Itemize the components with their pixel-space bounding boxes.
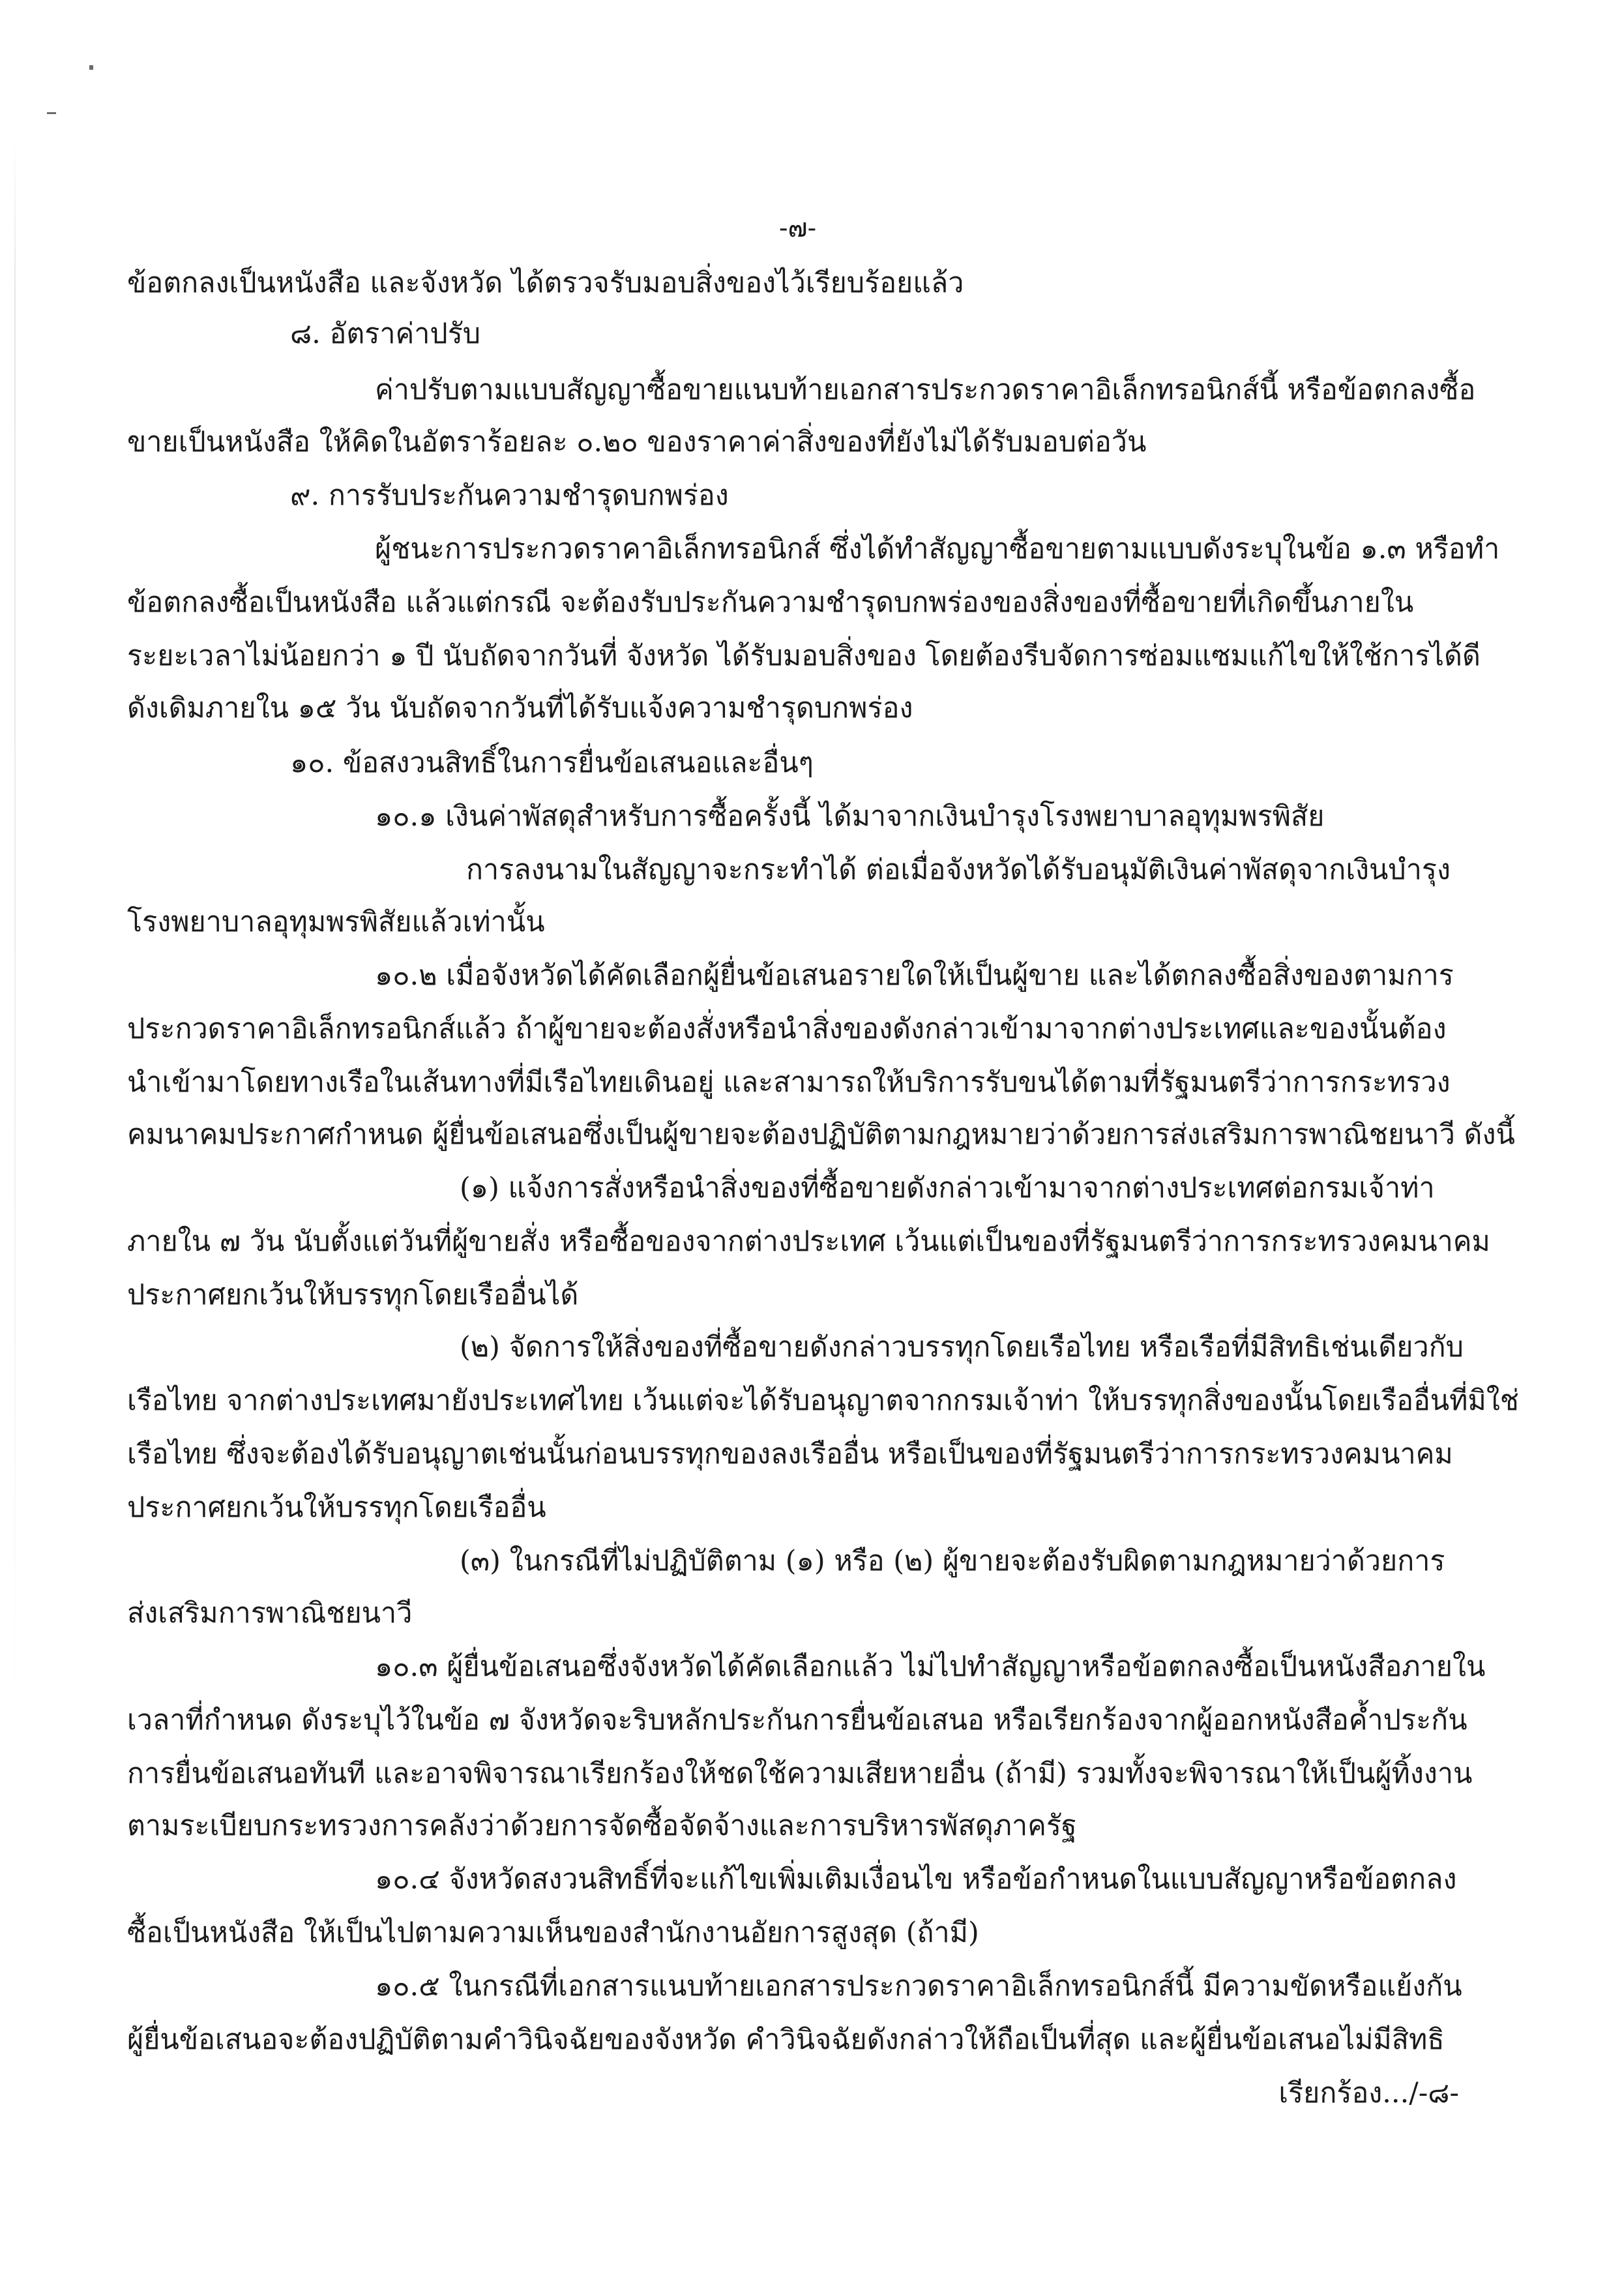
section-heading-8: ๘. อัตราค่าปรับ (290, 318, 481, 350)
clause-10-3: ๑๐.๓ ผู้ยื่นข้อเสนอซึ่งจังหวัดได้คัดเลือกแล้ว ไม่ไปทำสัญญาหรือข้อตกลงซื้อเป็นหนังสือภายใน (375, 1650, 1486, 1683)
text-line: ผู้ชนะการประกวดราคาอิเล็กทรอนิกส์ ซึ่งได้ทำสัญญาซื้อขายตามแบบดังระบุในข้อ ๑.๓ หรือทำ (375, 533, 1500, 565)
section-heading-10: ๑๐. ข้อสงวนสิทธิ์ในการยื่นข้อเสนอและอื่นๆ (290, 747, 814, 779)
scan-edge-shadow (14, 137, 16, 1702)
text-line: ดังเดิมภายใน ๑๕ วัน นับถัดจากวันที่ได้รับแจ้งความชำรุดบกพร่อง (127, 692, 913, 724)
clause-10-4: ๑๐.๔ จังหวัดสงวนสิทธิ์ที่จะแก้ไขเพิ่มเติมเงื่อนไข หรือข้อกำหนดในแบบสัญญาหรือข้อตกลง (375, 1863, 1457, 1896)
text-line: การยื่นข้อเสนอทันที และอาจพิจารณาเรียกร้องให้ชดใช้ความเสียหายอื่น (ถ้ามี) รวมทั้งจะพิจารณาให้เป็นผู้ทิ้งงาน (127, 1757, 1473, 1790)
text-line: ประกวดราคาอิเล็กทรอนิกส์แล้ว ถ้าผู้ขายจะต้องสั่งหรือนำสิ่งของดังกล่าวเข้ามาจากต่างประเทศและของนั้นต้อง (127, 1013, 1447, 1045)
clause-10-1: ๑๐.๑ เงินค่าพัสดุสำหรับการซื้อครั้งนี้ ได้มาจากเงินบำรุงโรงพยาบาลอุทุมพรพิสัย (375, 800, 1325, 833)
text-line: ซื้อเป็นหนังสือ ให้เป็นไปตามความเห็นของสำนักงานอัยการสูงสุด (ถ้ามี) (127, 1916, 979, 1949)
continuation-note: เรียกร้อง.../-๘- (1278, 2077, 1459, 2110)
sub-item-1: (๑) แจ้งการสั่งหรือนำสิ่งของที่ซื้อขายดังกล่าวเข้ามาจากต่างประเทศต่อกรมเจ้าท่า (460, 1172, 1435, 1204)
text-line: การลงนามในสัญญาจะกระทำได้ ต่อเมื่อจังหวัดได้รับอนุมัติเงินค่าพัสดุจากเงินบำรุง (466, 854, 1451, 886)
clause-10-5: ๑๐.๕ ในกรณีที่เอกสารแนบท้ายเอกสารประกวดราคาอิเล็กทรอนิกส์นี้ มีความขัดหรือแย้งกัน (375, 1970, 1462, 2003)
text-line: ตามระเบียบกระทรวงการคลังว่าด้วยการจัดซื้อจัดจ้างและการบริหารพัสดุภาครัฐ (127, 1810, 1077, 1842)
text-line: ผู้ยื่นข้อเสนอจะต้องปฏิบัติตามคำวินิจฉัยของจังหวัด คำวินิจฉัยดังกล่าวให้ถือเป็นที่สุด และผู้ยื่นข้อเสนอไม่มีสิทธิ (127, 2023, 1445, 2056)
text-line: ประกาศยกเว้นให้บรรทุกโดยเรืออื่นได้ (127, 1279, 579, 1311)
section-heading-9: ๙. การรับประกันความชำรุดบกพร่อง (290, 479, 729, 512)
text-line: ประกาศยกเว้นให้บรรทุกโดยเรืออื่น (127, 1491, 546, 1524)
clause-10-2: ๑๐.๒ เมื่อจังหวัดได้คัดเลือกผู้ยื่นข้อเสนอรายใดให้เป็นผู้ขาย และได้ตกลงซื้อสิ่งของตามการ (375, 959, 1454, 992)
text-line: คมนาคมประกาศกำหนด ผู้ยื่นข้อเสนอซึ่งเป็นผู้ขายจะต้องปฏิบัติตามกฎหมายว่าด้วยการส่งเสริมการพาณิชยนาวี ดังนี้ (127, 1118, 1515, 1151)
sub-item-2: (๒) จัดการให้สิ่งของที่ซื้อขายดังกล่าวบรรทุกโดยเรือไทย หรือเรือที่มีสิทธิเช่นเดียวกับ (460, 1331, 1464, 1364)
text-line: เรือไทย จากต่างประเทศมายังประเทศไทย เว้นแต่จะได้รับอนุญาตจากกรมเจ้าท่า ให้บรรทุกสิ่งของนั้นโดยเรืออื่นที่มิใช่ (127, 1384, 1519, 1417)
text-line: ข้อตกลงเป็นหนังสือ และจังหวัด ได้ตรวจรับมอบสิ่งของไว้เรียบร้อยแล้ว (127, 267, 964, 299)
page-number: -๗- (779, 213, 817, 243)
text-line: ขายเป็นหนังสือ ให้คิดในอัตราร้อยละ ๐.๒๐ ของราคาค่าสิ่งของที่ยังไม่ได้รับมอบต่อวัน (127, 426, 1147, 458)
scan-speck (89, 65, 93, 70)
text-line: ภายใน ๗ วัน นับตั้งแต่วันที่ผู้ขายสั่ง หรือซื้อของจากต่างประเทศ เว้นแต่เป็นของที่รัฐมนตรีว่าการกระทรวงคมนาคม (127, 1225, 1490, 1258)
text-line: โรงพยาบาลอุทุมพรพิสัยแล้วเท่านั้น (127, 906, 545, 938)
sub-item-3: (๓) ในกรณีที่ไม่ปฏิบัติตาม (๑) หรือ (๒) ผู้ขายจะต้องรับผิดตามกฎหมายว่าด้วยการ (460, 1545, 1445, 1577)
text-line: เรือไทย ซึ่งจะต้องได้รับอนุญาตเช่นนั้นก่อนบรรทุกของลงเรืออื่น หรือเป็นของที่รัฐมนตรีว่าการกระทรวงคมนาคม (127, 1438, 1453, 1470)
text-line: ข้อตกลงซื้อเป็นหนังสือ แล้วแต่กรณี จะต้องรับประกันความชำรุดบกพร่องของสิ่งของที่ซื้อขายที่เกิดขึ้นภายใน (127, 586, 1414, 619)
text-line: นำเข้ามาโดยทางเรือในเส้นทางที่มีเรือไทยเดินอยู่ และสามารถให้บริการรับขนได้ตามที่รัฐมนตรีว่าการกระทรวง (127, 1066, 1451, 1099)
text-line: ระยะเวลาไม่น้อยกว่า ๑ ปี นับถัดจากวันที่ จังหวัด ได้รับมอบสิ่งของ โดยต้องรีบจัดการซ่อมแซมแก้ไขให้ใช้การได้ดี (127, 640, 1481, 672)
text-line: เวลาที่กำหนด ดังระบุไว้ในข้อ ๗ จังหวัดจะริบหลักประกันการยื่นข้อเสนอ หรือเรียกร้องจากผู้ออกหนังสือค้ำประกัน (127, 1704, 1467, 1737)
text-line: ส่งเสริมการพาณิชยนาวี (127, 1597, 413, 1630)
text-line: ค่าปรับตามแบบสัญญาซื้อขายแนบท้ายเอกสารประกวดราคาอิเล็กทรอนิกส์นี้ หรือข้อตกลงซื้อ (375, 374, 1476, 406)
scan-speck (47, 112, 56, 114)
